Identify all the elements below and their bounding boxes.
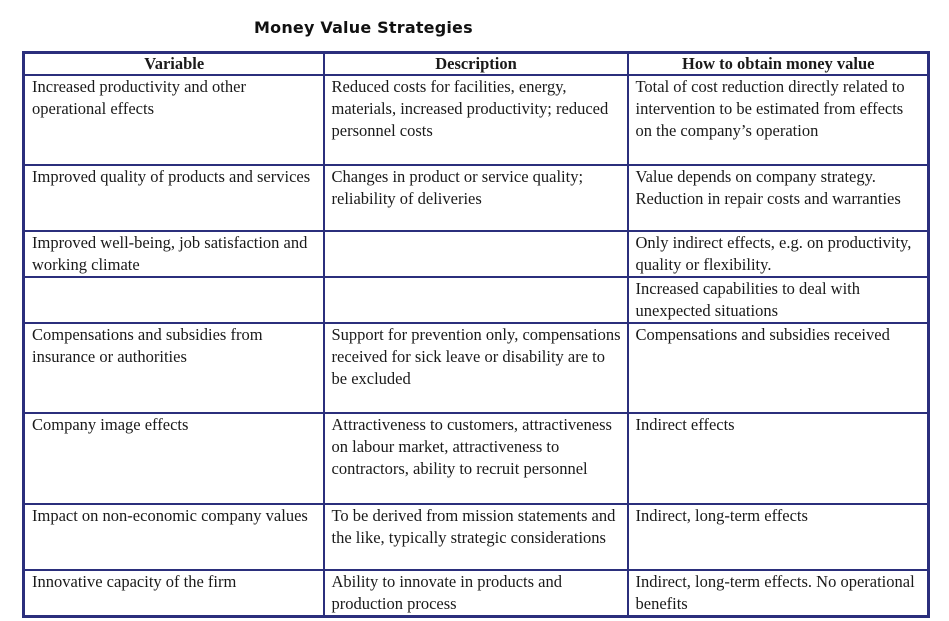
cell-money-value: Total of cost reduction directly related to intervention to be estimated from effects on the company’s operation [628, 75, 929, 165]
cell-description: Reduced costs for facilities, energy, materials, increased productivity; reduced personnel costs [324, 75, 628, 165]
cell-variable [24, 277, 324, 323]
cell-variable: Increased productivity and other operational effects [24, 75, 324, 165]
table-row [24, 75, 929, 165]
table-row [24, 413, 929, 504]
cell-money-value: Increased capabilities to deal with unexpected situations [628, 277, 929, 323]
cell-variable: Improved well-being, job satisfaction and working climate [24, 231, 324, 277]
table-row [24, 165, 929, 231]
cell-variable: Compensations and subsidies from insurance or authorities [24, 323, 324, 413]
table-header-row [24, 53, 929, 76]
cell-description: Support for prevention only, compensations received for sick leave or disability are to be excluded [324, 323, 628, 413]
cell-money-value: Indirect, long-term effects. No operational benefits [628, 570, 929, 617]
header-money-value: How to obtain money value [628, 53, 929, 76]
cell-variable: Improved quality of products and services [24, 165, 324, 231]
cell-variable: Company image effects [24, 413, 324, 504]
money-value-table [22, 51, 930, 618]
cell-description: Attractiveness to customers, attractiveness on labour market, attractiveness to contractors, ability to recruit personnel [324, 413, 628, 504]
cell-money-value: Only indirect effects, e.g. on productivity, quality or flexibility. [628, 231, 929, 277]
cell-money-value: Value depends on company strategy. Reduction in repair costs and warranties [628, 165, 929, 231]
cell-money-value: Indirect, long-term effects [628, 504, 929, 570]
cell-description: Ability to innovate in products and production process [324, 570, 628, 617]
table-row [24, 231, 929, 277]
cell-money-value: Indirect effects [628, 413, 929, 504]
header-variable: Variable [24, 53, 324, 76]
table-row [24, 504, 929, 570]
table-row [24, 323, 929, 413]
cell-money-value: Compensations and subsidies received [628, 323, 929, 413]
table-row [24, 570, 929, 617]
cell-description [324, 277, 628, 323]
cell-description: Changes in product or service quality; reliability of deliveries [324, 165, 628, 231]
header-description: Description [324, 53, 628, 76]
table-row [24, 277, 929, 323]
cell-variable: Impact on non-economic company values [24, 504, 324, 570]
cell-variable: Innovative capacity of the firm [24, 570, 324, 617]
cell-description: To be derived from mission statements and the like, typically strategic considerations [324, 504, 628, 570]
page-title: Money Value Strategies [254, 18, 473, 37]
cell-description [324, 231, 628, 277]
